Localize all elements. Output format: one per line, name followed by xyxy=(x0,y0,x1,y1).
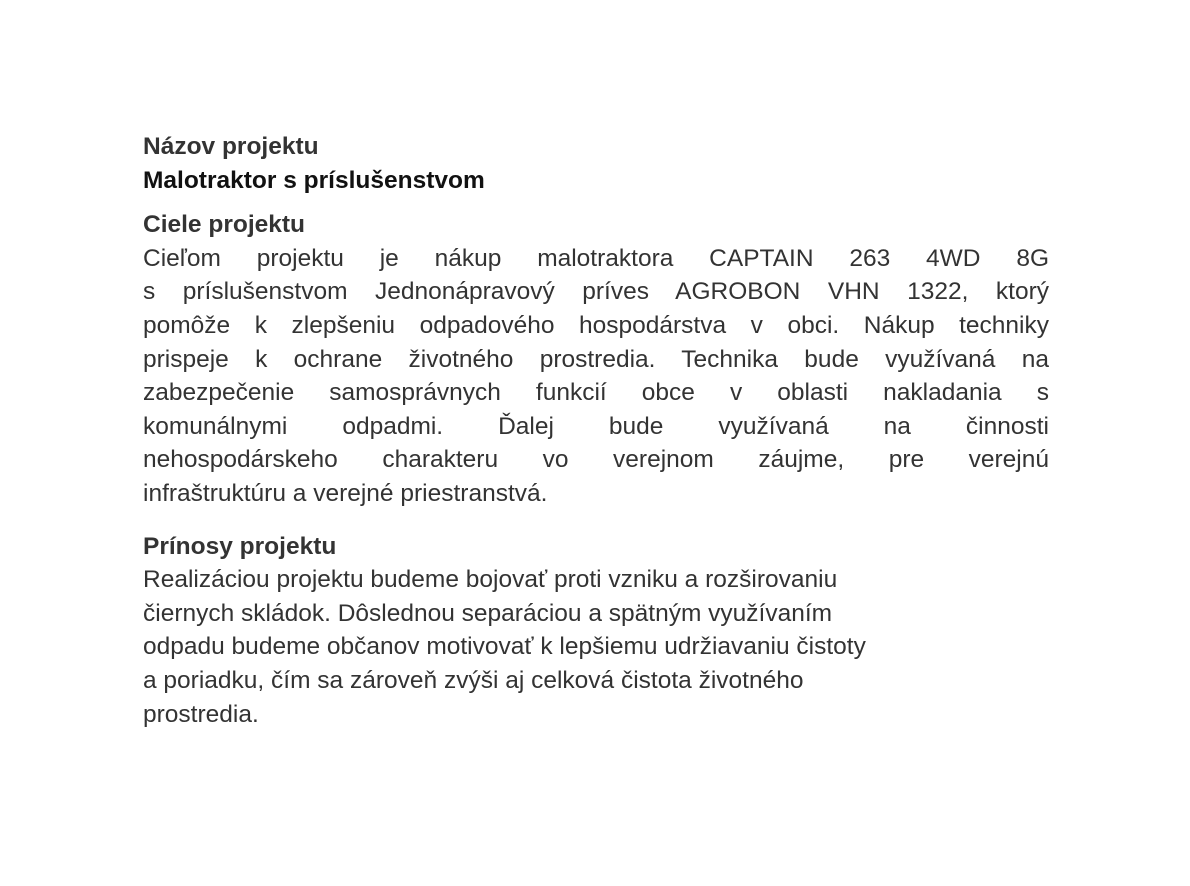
benefits-paragraph xyxy=(143,563,1003,731)
goals-heading: Ciele projektu xyxy=(143,211,306,239)
goals-line: prispeje k ochrane životného prostredia. Technika bude využívaná na xyxy=(143,345,1049,373)
goals-line: komunálnymi odpadmi. Ďalej bude využívaná na činnosti xyxy=(143,412,1049,440)
benefits-line: čiernych skládok. Dôslednou separáciou a spätným využívaním xyxy=(143,599,833,627)
goals-line: nehospodárskeho charakteru vo verejnom záujme, pre verejnú xyxy=(143,446,1049,474)
benefits-section xyxy=(143,530,1049,732)
project-document xyxy=(143,130,1049,731)
benefits-line: a poriadku, čím sa zároveň zvýši aj celková čistota životného xyxy=(143,666,804,694)
benefits-heading: Prínosy projektu xyxy=(143,532,337,560)
goals-line: infraštruktúru a verejné priestranstvá. xyxy=(143,479,548,507)
project-name-heading: Názov projektu xyxy=(143,133,319,160)
benefits-line: odpadu budeme občanov motivovať k lepšiemu udržiavaniu čistoty xyxy=(143,633,866,661)
project-name-value: Malotraktor s príslušenstvom xyxy=(143,166,485,194)
goals-paragraph xyxy=(143,242,1049,511)
goals-section xyxy=(143,208,1049,510)
project-name-section xyxy=(143,130,1049,197)
goals-line: s príslušenstvom Jednonápravový príves AGROBON VHN 1322, ktorý xyxy=(143,278,1049,306)
goals-line: pomôže k zlepšeniu odpadového hospodárstva v obci. Nákup techniky xyxy=(143,311,1049,339)
goals-line: zabezpečenie samosprávnych funkcií obce v oblasti nakladania s xyxy=(143,379,1049,407)
benefits-line: Realizáciou projektu budeme bojovať proti vzniku a rozširovaniu xyxy=(143,566,838,594)
goals-line: Cieľom projektu je nákup malotraktora CAPTAIN 263 4WD 8G xyxy=(143,244,1049,272)
benefits-line: prostredia. xyxy=(143,700,259,728)
